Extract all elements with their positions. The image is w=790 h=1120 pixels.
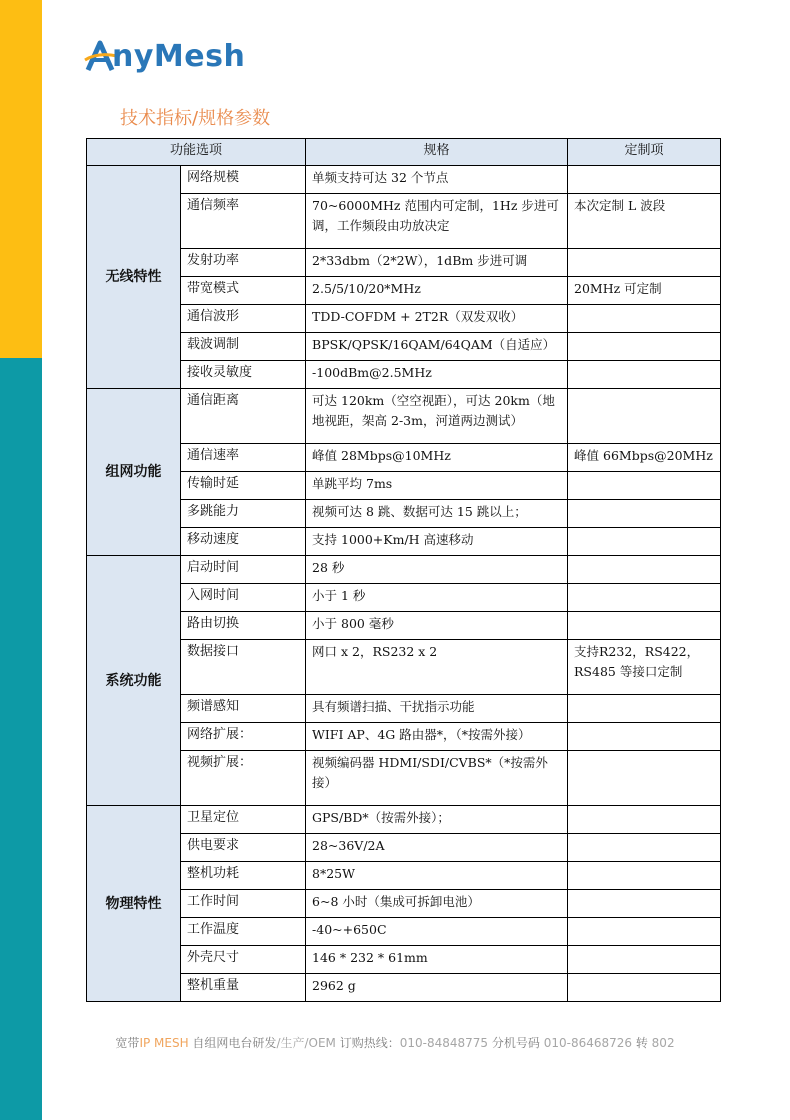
footer-text-7: 分机号码: [491, 1036, 544, 1050]
table-row: [87, 444, 721, 472]
feature-cell: 视频扩展：: [181, 751, 306, 806]
table-row: [87, 528, 721, 556]
feature-cell: 接收灵敏度: [181, 361, 306, 389]
group-label: 无线特性: [87, 166, 181, 389]
feature-cell: 外壳尺寸: [181, 946, 306, 974]
spec-cell: 70~6000MHz 范围内可定制，1Hz 步进可调，工作频段由功放决定: [306, 194, 568, 249]
group-label: 物理特性: [87, 806, 181, 1002]
spec-cell: -40~+650C: [306, 918, 568, 946]
table-row: [87, 974, 721, 1002]
custom-cell: [568, 974, 721, 1002]
feature-cell: 卫星定位: [181, 806, 306, 834]
custom-cell: [568, 890, 721, 918]
logo-text: nyMesh: [112, 38, 246, 74]
anymesh-logo: [84, 36, 245, 76]
accent-stripe-teal: [0, 358, 42, 1120]
custom-cell: [568, 305, 721, 333]
spec-cell: 28~36V/2A: [306, 834, 568, 862]
feature-cell: 路由切换: [181, 612, 306, 640]
feature-cell: 通信距离: [181, 389, 306, 444]
table-row: [87, 389, 721, 444]
feature-cell: 工作时间: [181, 890, 306, 918]
custom-cell: [568, 333, 721, 361]
custom-cell: [568, 612, 721, 640]
footer-text-9: 转: [632, 1036, 652, 1050]
table-row: [87, 584, 721, 612]
footer-text-10: 802: [651, 1036, 675, 1050]
spec-cell: 小于 800 毫秒: [306, 612, 568, 640]
section-title: 技术指标/规格参数: [120, 108, 271, 129]
custom-cell: [568, 946, 721, 974]
spec-cell: -100dBm@2.5MHz: [306, 361, 568, 389]
spec-cell: BPSK/QPSK/16QAM/64QAM（自适应）: [306, 333, 568, 361]
custom-cell: [568, 834, 721, 862]
feature-cell: 网络规模: [181, 166, 306, 194]
footer-text-5: 订购热线：: [339, 1036, 400, 1050]
custom-cell: [568, 389, 721, 444]
footer-text-1: 宽带: [115, 1036, 140, 1050]
spec-cell: 146 * 232 * 61mm: [306, 946, 568, 974]
custom-cell: [568, 166, 721, 194]
spec-cell: 具有频谱扫描、干扰指示功能: [306, 695, 568, 723]
table-header-row: [87, 139, 721, 166]
page-footer: [0, 1034, 790, 1051]
feature-cell: 整机功耗: [181, 862, 306, 890]
custom-cell: [568, 723, 721, 751]
spec-cell: TDD-COFDM + 2T2R（双发双收）: [306, 305, 568, 333]
table-row: [87, 361, 721, 389]
feature-cell: 网络扩展：: [181, 723, 306, 751]
custom-cell: [568, 556, 721, 584]
custom-cell: [568, 584, 721, 612]
spec-cell: 单频支持可达 32 个节点: [306, 166, 568, 194]
feature-cell: 数据接口: [181, 640, 306, 695]
table-row: [87, 918, 721, 946]
table-row: [87, 556, 721, 584]
custom-cell: [568, 918, 721, 946]
feature-cell: 发射功率: [181, 249, 306, 277]
custom-cell: [568, 528, 721, 556]
custom-cell: [568, 500, 721, 528]
custom-cell: 本次定制 L 波段: [568, 194, 721, 249]
table-row: [87, 723, 721, 751]
table-row: [87, 166, 721, 194]
footer-text-3: 自组网电台研发: [188, 1036, 277, 1050]
table-row: [87, 249, 721, 277]
spec-cell: 2.5/5/10/20*MHz: [306, 277, 568, 305]
spec-cell: 支持 1000+Km/H 高速移动: [306, 528, 568, 556]
table-row: [87, 472, 721, 500]
table-row: [87, 890, 721, 918]
table-row: [87, 640, 721, 695]
table-row: [87, 194, 721, 249]
custom-cell: [568, 695, 721, 723]
table-row: [87, 751, 721, 806]
feature-cell: 传输时延: [181, 472, 306, 500]
table-row: [87, 305, 721, 333]
footer-text-8: 010-86468726: [543, 1036, 633, 1050]
feature-cell: 启动时间: [181, 556, 306, 584]
header-feature: 功能选项: [87, 139, 306, 166]
feature-cell: 供电要求: [181, 834, 306, 862]
custom-cell: 20MHz 可定制: [568, 277, 721, 305]
spec-cell: 峰值 28Mbps@10MHz: [306, 444, 568, 472]
custom-cell: [568, 472, 721, 500]
feature-cell: 通信频率: [181, 194, 306, 249]
feature-cell: 移动速度: [181, 528, 306, 556]
feature-cell: 载波调制: [181, 333, 306, 361]
spec-cell: 28 秒: [306, 556, 568, 584]
custom-cell: 支持R232，RS422，RS485 等接口定制: [568, 640, 721, 695]
custom-cell: [568, 806, 721, 834]
feature-cell: 多跳能力: [181, 500, 306, 528]
footer-text-6: 010-84848775: [399, 1036, 492, 1050]
feature-cell: 带宽模式: [181, 277, 306, 305]
table-row: [87, 500, 721, 528]
custom-cell: [568, 249, 721, 277]
spec-cell: 视频编码器 HDMI/SDI/CVBS*（*按需外接）: [306, 751, 568, 806]
spec-cell: 6~8 小时（集成可拆卸电池）: [306, 890, 568, 918]
feature-cell: 通信波形: [181, 305, 306, 333]
table-row: [87, 277, 721, 305]
table-row: [87, 333, 721, 361]
feature-cell: 通信速率: [181, 444, 306, 472]
feature-cell: 频谱感知: [181, 695, 306, 723]
spec-cell: 8*25W: [306, 862, 568, 890]
spec-table: [86, 138, 721, 1002]
custom-cell: [568, 862, 721, 890]
table-row: [87, 862, 721, 890]
table-row: [87, 695, 721, 723]
feature-cell: 工作温度: [181, 918, 306, 946]
table-row: [87, 806, 721, 834]
feature-cell: 入网时间: [181, 584, 306, 612]
spec-cell: 2962 g: [306, 974, 568, 1002]
header-spec: 规格: [306, 139, 568, 166]
custom-cell: 峰值 66Mbps@20MHz: [568, 444, 721, 472]
table-row: [87, 834, 721, 862]
group-label: 系统功能: [87, 556, 181, 806]
table-row: [87, 946, 721, 974]
custom-cell: [568, 361, 721, 389]
custom-cell: [568, 751, 721, 806]
footer-text-2: IP MESH: [139, 1036, 189, 1050]
spec-cell: 可达 120km（空空视距），可达 20km（地地视距，架高 2-3m，河道两边测试）: [306, 389, 568, 444]
spec-cell: 单跳平均 7ms: [306, 472, 568, 500]
spec-cell: 网口 x 2，RS232 x 2: [306, 640, 568, 695]
spec-cell: WIFI AP、4G 路由器*，（*按需外接）: [306, 723, 568, 751]
accent-stripe-yellow: [0, 0, 42, 358]
group-label: 组网功能: [87, 389, 181, 556]
feature-cell: 整机重量: [181, 974, 306, 1002]
spec-cell: 小于 1 秒: [306, 584, 568, 612]
table-row: [87, 612, 721, 640]
footer-text-4: /生产/OEM: [276, 1036, 340, 1050]
spec-cell: 2*33dbm（2*2W），1dBm 步进可调: [306, 249, 568, 277]
header-custom: 定制项: [568, 139, 721, 166]
spec-cell: GPS/BD*（按需外接）；: [306, 806, 568, 834]
spec-cell: 视频可达 8 跳、数据可达 15 跳以上；: [306, 500, 568, 528]
